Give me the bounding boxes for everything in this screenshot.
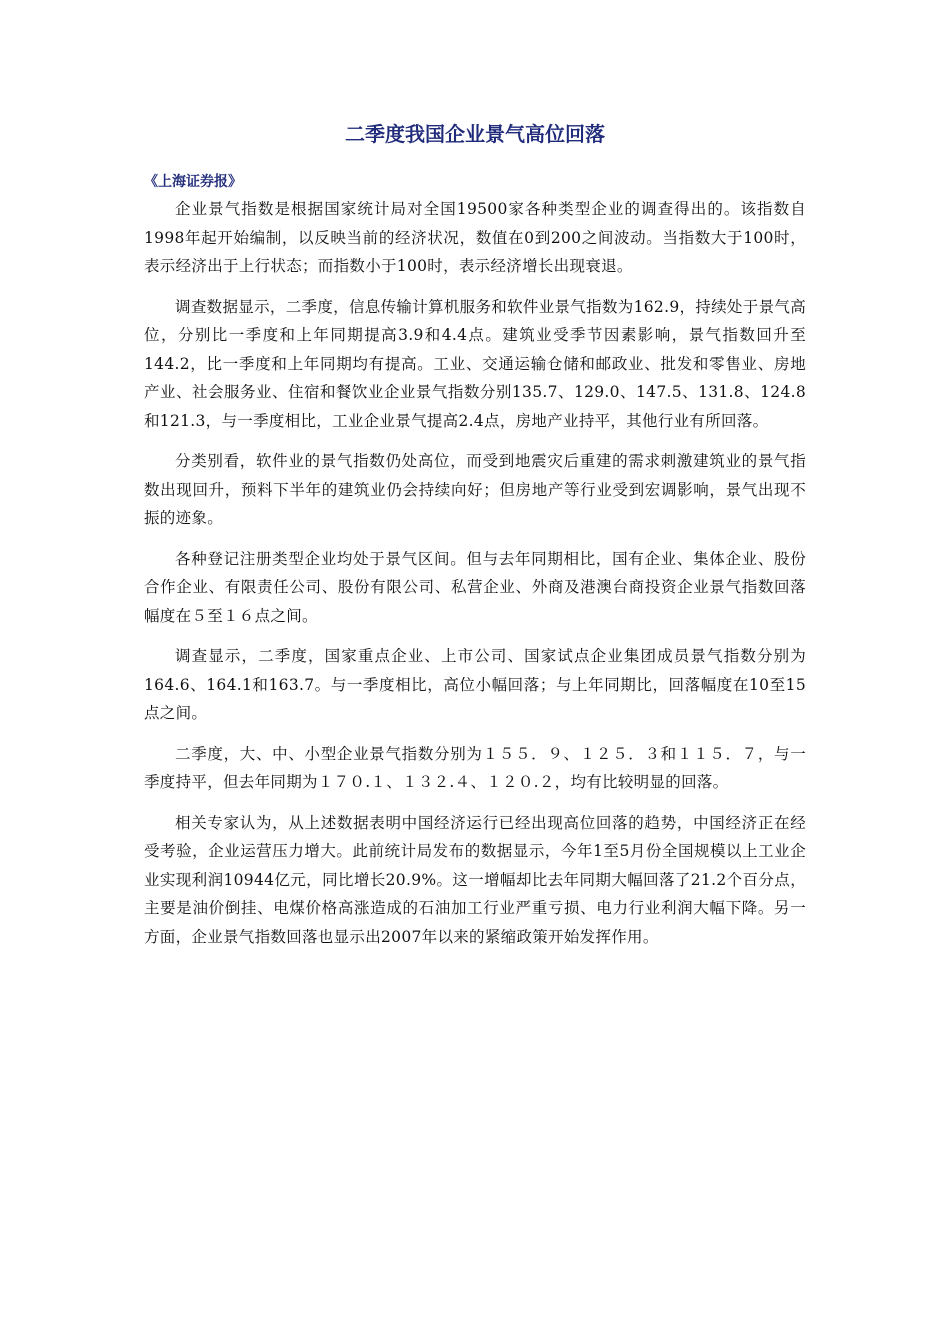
article-body [144,195,806,963]
paragraph-1: 企业景气指数是根据国家统计局对全国19500家各种类型企业的调查得出的。该指数自1998年起开始编制，以反映当前的经济状况，数值在0到200之间波动。当指数大于100时，表示经济出于上行状态；而指数小于100时，表示经济增长出现衰退。 [144,200,806,275]
source-label: 《上海证券报》 [144,174,242,190]
paragraph-3: 分类别看，软件业的景气指数仍处高位，而受到地震灾后重建的需求刺激建筑业的景气指数出现回升，预料下半年的建筑业仍会持续向好；但房地产等行业受到宏调影响，景气出现不振的迹象。 [144,452,806,527]
paragraph-7: 相关专家认为，从上述数据表明中国经济运行已经出现高位回落的趋势，中国经济正在经受考验，企业运营压力增大。此前统计局发布的数据显示，今年1至5月份全国规模以上工业企业实现利润10944亿元，同比增长20.9%。这一增幅却比去年同期大幅回落了21.2个百分点，主要是油价倒挂、电煤价格高涨造成的石油加工行业严重亏损、电力行业利润大幅下降。另一方面，企业景气指数回落也显示出2007年以来的紧缩政策开始发挥作用。 [144,813,806,946]
document-title: 二季度我国企业景气高位回落 [345,122,605,146]
paragraph-4: 各种登记注册类型企业均处于景气区间。但与去年同期相比，国有企业、集体企业、股份合作企业、有限责任公司、股份有限公司、私营企业、外商及港澳台商投资企业景气指数回落幅度在５至１６点之间。 [144,549,806,625]
paragraph-5: 调查显示，二季度，国家重点企业、上市公司、国家试点企业集团成员景气指数分别为164.6、164.1和163.7。与一季度相比，高位小幅回落；与上年同期比，回落幅度在10至15点之间。 [144,647,806,722]
paragraph-6: 二季度，大、中、小型企业景气指数分别为１５５．９、１２５．３和１１５．７，与一季度持平，但去年同期为１７０.１、１３２.４、１２０.２，均有比较明显的回落。 [144,744,806,791]
paragraph-2: 调查数据显示，二季度，信息传输计算机服务和软件业景气指数为162.9，持续处于景气高位，分别比一季度和上年同期提高3.9和4.4点。建筑业受季节因素影响，景气指数回升至144.2，比一季度和上年同期均有提高。工业、交通运输仓储和邮政业、批发和零售业、房地产业、社会服务业、住宿和餐饮业企业景气指数分别135.7、129.0、147.5、131.8、124.8和121.3，与一季度相比，工业企业景气提高2.4点，房地产业持平，其他行业有所回落。 [144,297,806,430]
